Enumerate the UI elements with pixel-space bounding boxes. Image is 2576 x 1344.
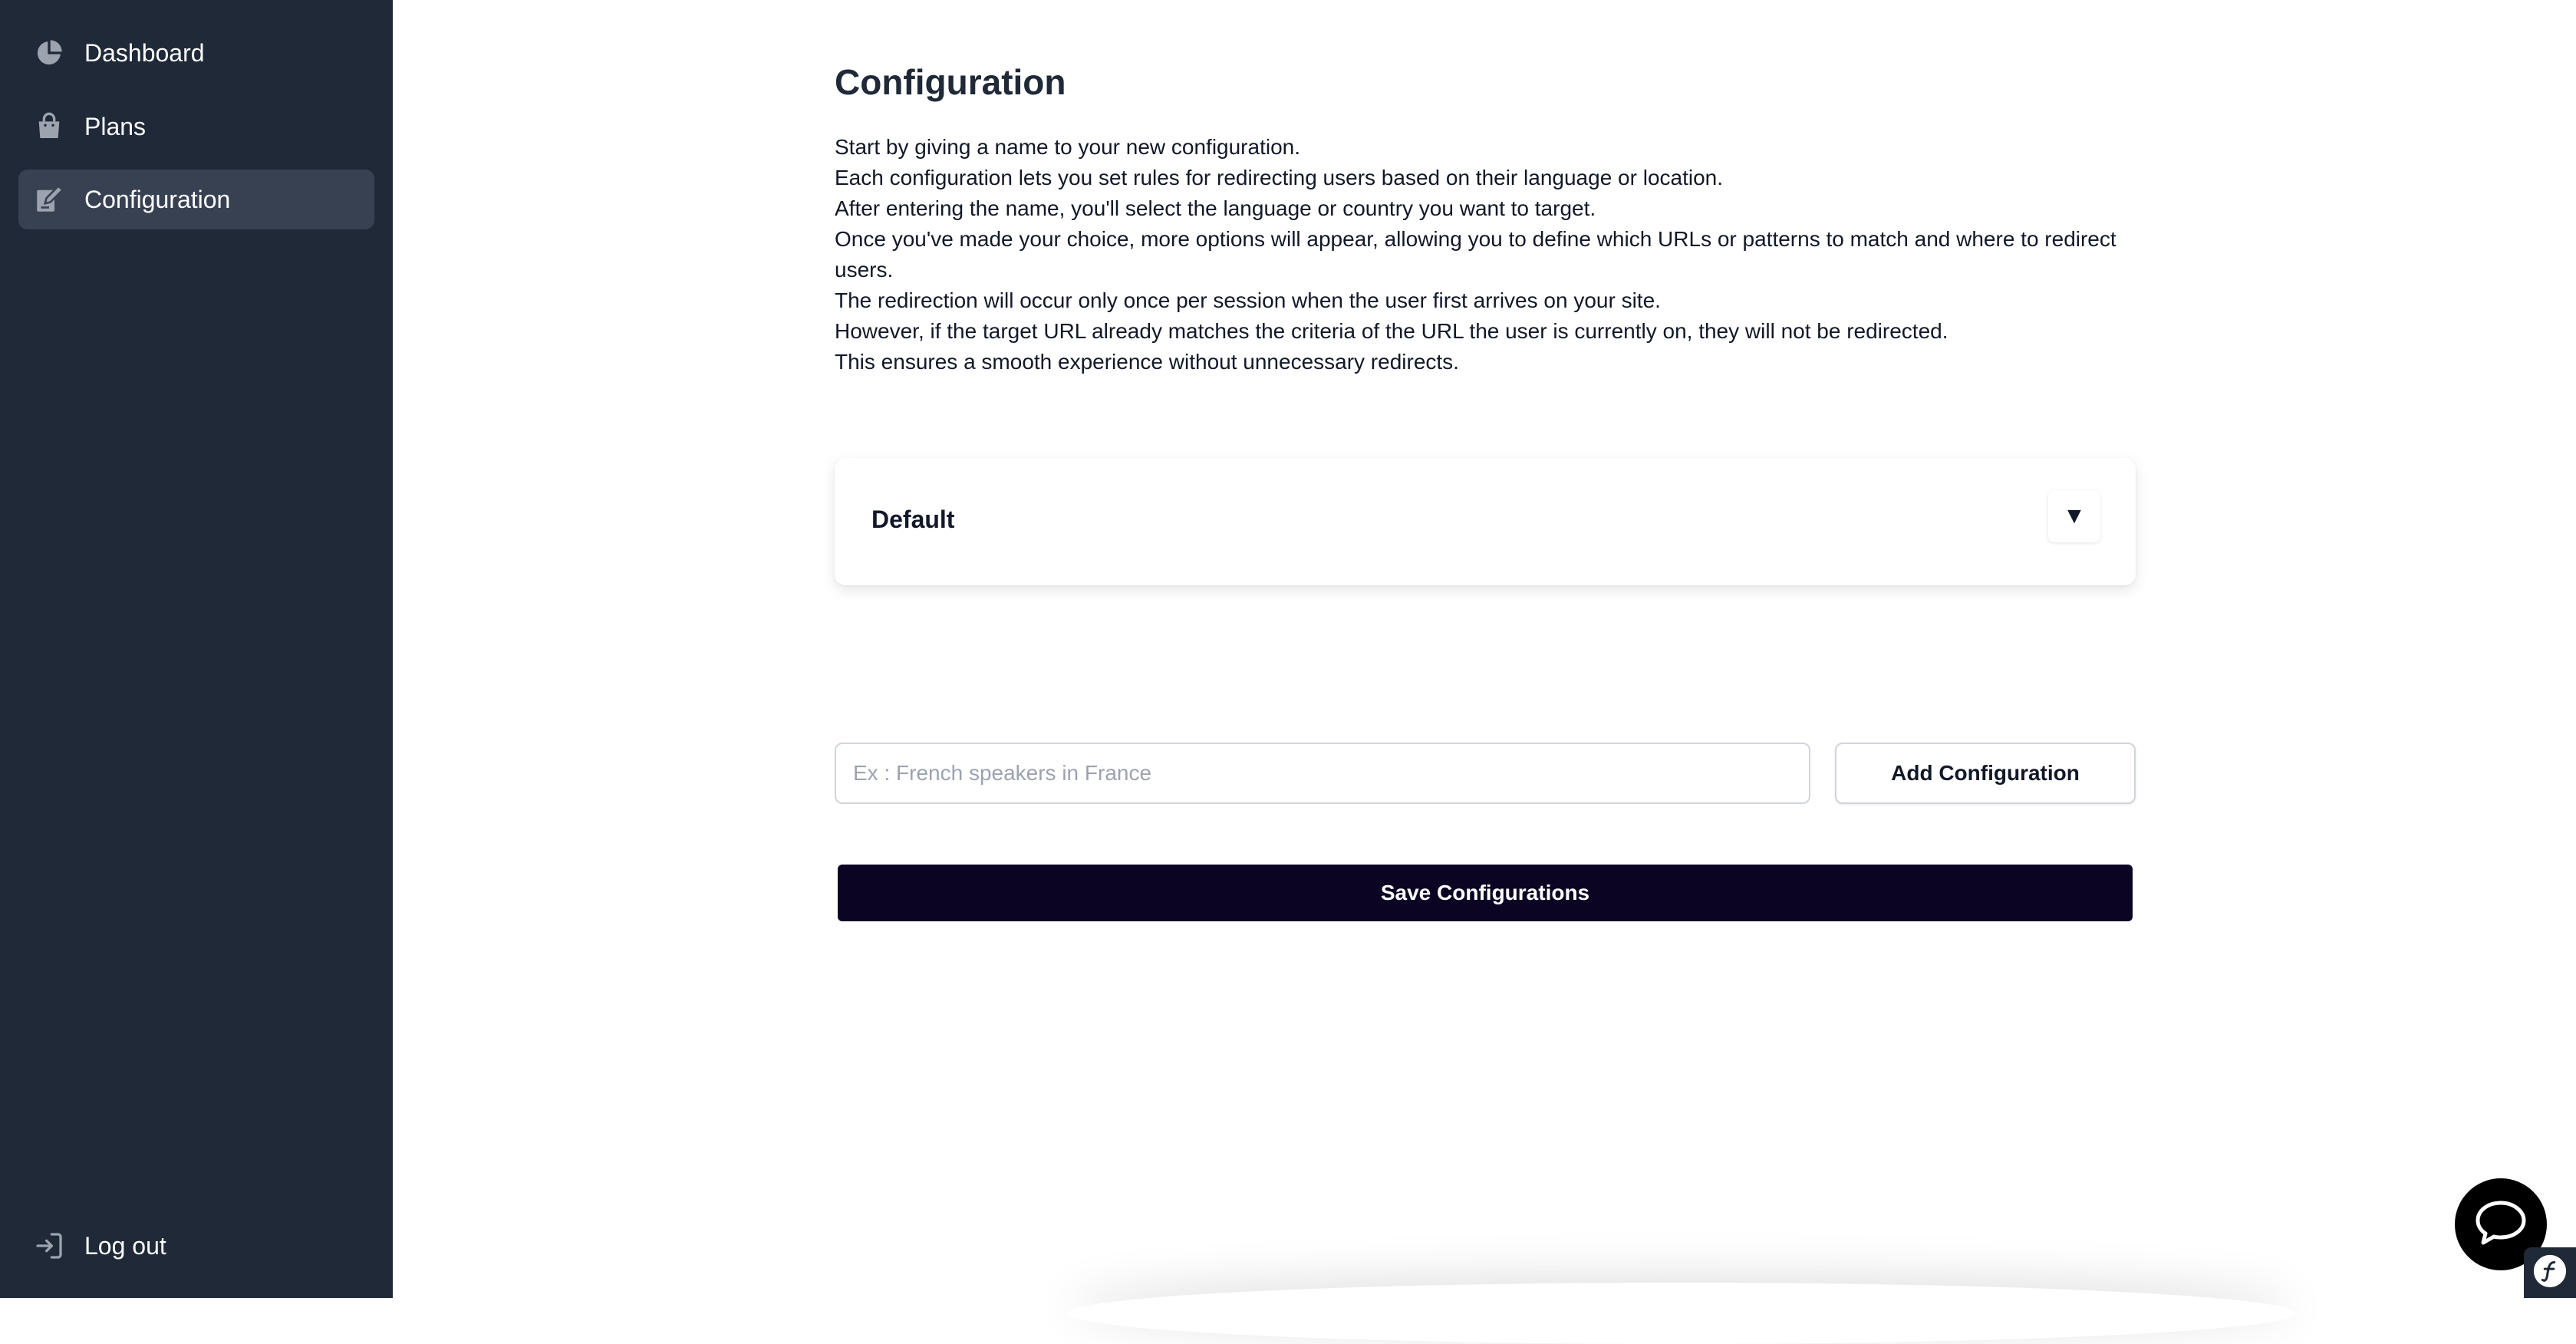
configuration-name-input[interactable] xyxy=(835,743,1810,804)
edit-icon xyxy=(31,181,68,218)
expand-toggle-button[interactable] xyxy=(2048,490,2100,542)
description-line: This ensures a smooth experience without unnecessary redirects. xyxy=(835,350,1459,374)
description-line: Once you've made your choice, more options will appear, allowing you to define which URLs or patterns to match and where to redirect users. xyxy=(835,227,2116,282)
triangle-down-icon: ▼ xyxy=(2063,503,2086,529)
logout-button[interactable] xyxy=(18,1216,374,1276)
description-line: Start by giving a name to your new configuration. xyxy=(835,135,1301,159)
sidebar xyxy=(0,0,393,1298)
bottom-shadow xyxy=(1068,1283,2295,1344)
sidebar-item-plans[interactable] xyxy=(18,97,374,156)
symfony-icon xyxy=(2532,1253,2568,1293)
symfony-toolbar-badge[interactable] xyxy=(2524,1247,2576,1298)
logout-icon xyxy=(31,1227,68,1264)
main-content xyxy=(393,0,2576,1298)
description xyxy=(835,132,2136,377)
description-line: After entering the name, you'll select the language or country you want to target. xyxy=(835,196,1596,220)
shopping-bag-icon xyxy=(31,108,68,145)
page-title: Configuration xyxy=(835,62,1066,102)
sidebar-item-label: Dashboard xyxy=(84,38,205,67)
description-line: However, if the target URL already matches the criteria of the URL the user is currently on, they will not be redirected. xyxy=(835,319,1948,343)
description-line: The redirection will occur only once per session when the user first arrives on your site. xyxy=(835,288,1661,312)
configuration-name: Default xyxy=(871,506,955,533)
logout-label: Log out xyxy=(84,1231,166,1260)
description-line: Each configuration lets you set rules for redirecting users based on their language or location. xyxy=(835,166,1724,189)
pie-chart-icon xyxy=(31,35,68,71)
sidebar-item-label: Configuration xyxy=(84,185,231,213)
save-configurations-button[interactable]: Save Configurations xyxy=(838,865,2133,921)
sidebar-item-label: Plans xyxy=(84,112,147,140)
sidebar-item-configuration[interactable] xyxy=(18,170,374,229)
configuration-card-default[interactable] xyxy=(835,458,2136,585)
sidebar-item-dashboard[interactable] xyxy=(18,23,374,83)
add-configuration-button[interactable]: Add Configuration xyxy=(1835,743,2136,804)
chat-bubble-icon xyxy=(2474,1199,2528,1250)
